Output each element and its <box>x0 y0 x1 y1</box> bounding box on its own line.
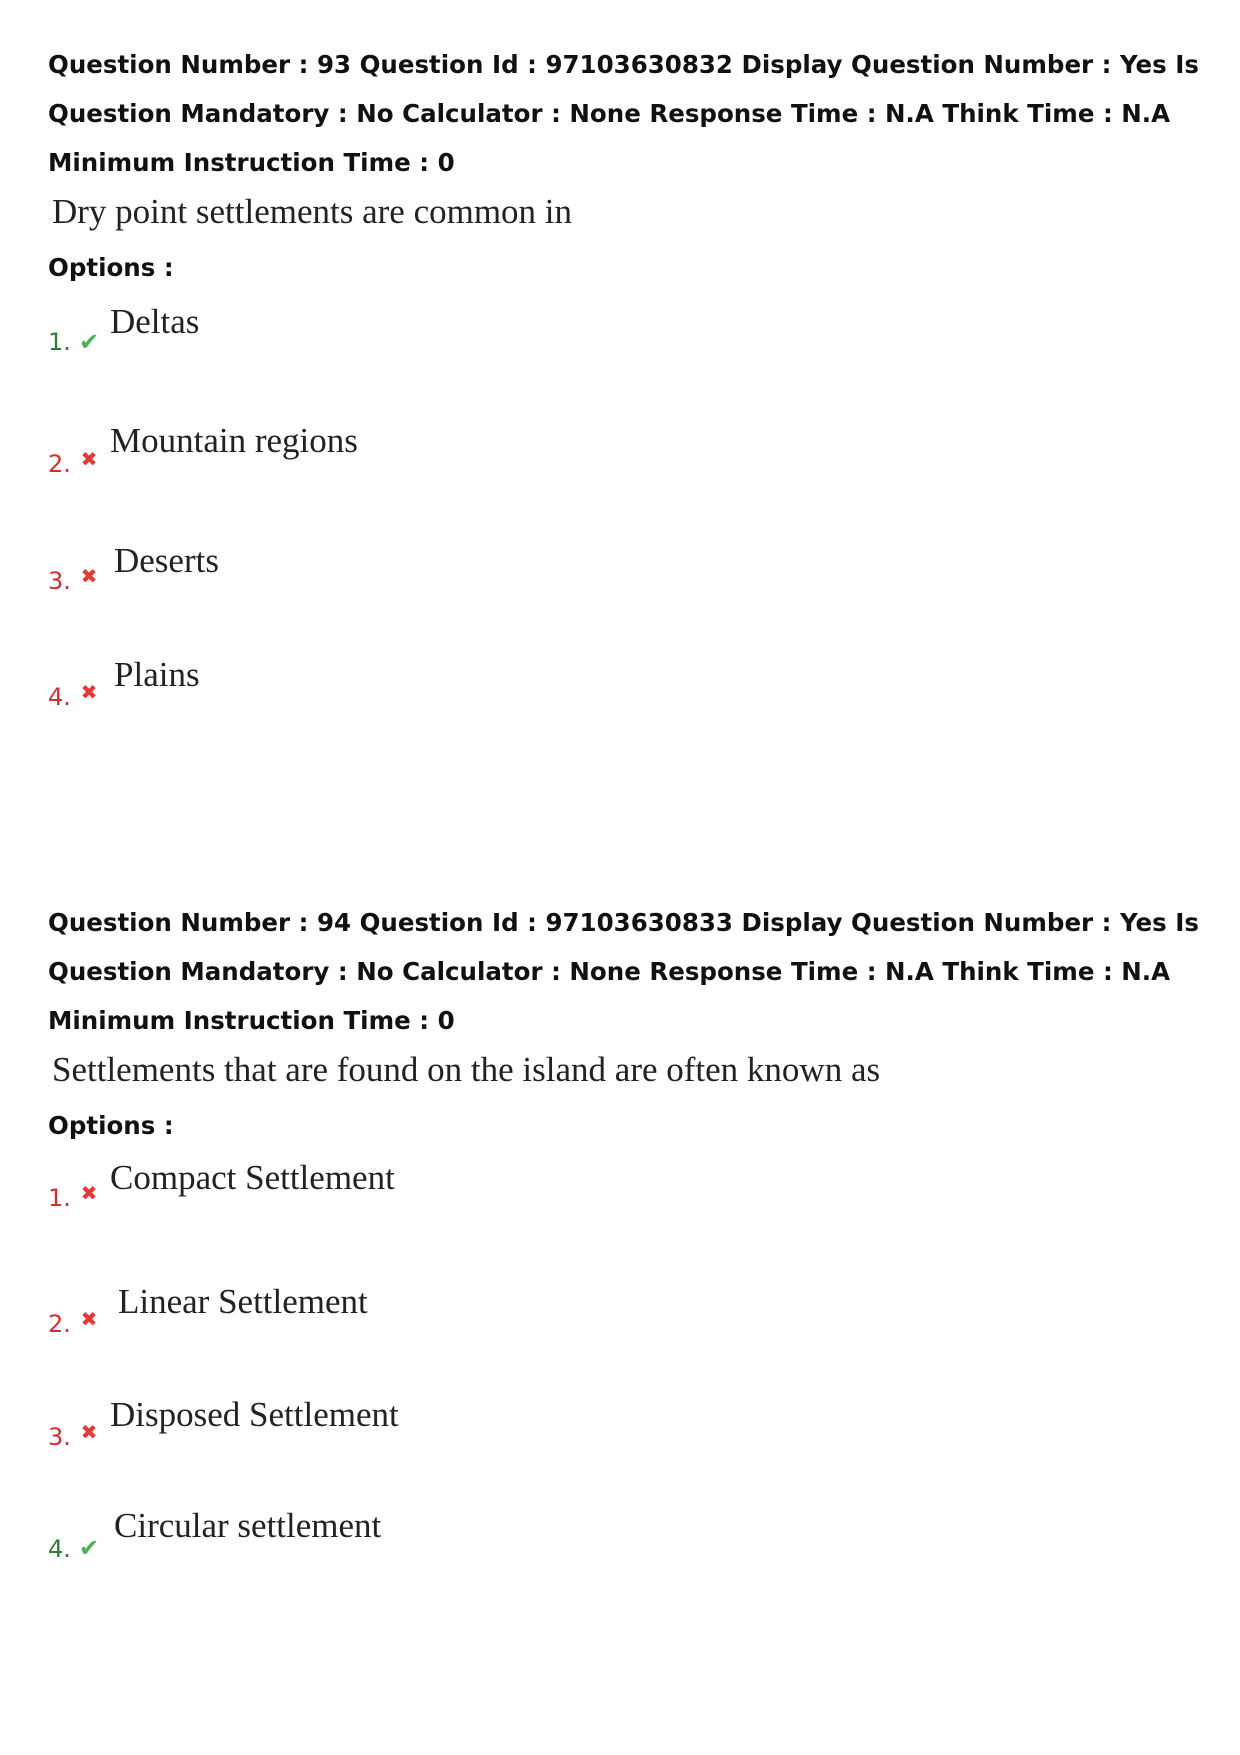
option-item <box>48 1276 1208 1401</box>
check-icon: ✔ <box>78 328 100 356</box>
option-text: Disposed Settlement <box>110 1395 399 1434</box>
option-text: Circular settlement <box>114 1506 382 1545</box>
option-item <box>48 655 1208 791</box>
option-item <box>48 1506 1208 1657</box>
question-block <box>48 898 1208 1657</box>
question-block <box>48 40 1208 791</box>
option-item <box>48 421 1208 542</box>
options-list <box>48 293 1208 791</box>
question-meta: Question Number : 93 Question Id : 97103630832 Display Question Number : Yes Is Question Mandatory : No Calculator : None Response Time : N.A Think Time : N.A Minimum Instruction Time : 0 <box>48 50 1199 177</box>
option-number: 2. <box>48 1310 71 1338</box>
option-number: 4. <box>48 683 71 711</box>
option-text: Mountain regions <box>110 421 358 460</box>
cross-icon: ✖ <box>80 1307 98 1331</box>
option-text: Linear Settlement <box>118 1282 368 1321</box>
option-number: 3. <box>48 1423 71 1451</box>
option-number: 4. <box>48 1535 71 1563</box>
question-meta: Question Number : 94 Question Id : 97103630833 Display Question Number : Yes Is Question Mandatory : No Calculator : None Response Time : N.A Think Time : N.A Minimum Instruction Time : 0 <box>48 908 1199 1035</box>
option-text: Plains <box>114 655 200 694</box>
option-item <box>48 293 1208 424</box>
question-stem: Settlements that are found on the island are often known as <box>52 1050 881 1089</box>
cross-icon: ✖ <box>80 680 98 704</box>
option-text: Compact Settlement <box>110 1158 395 1197</box>
options-label: Options : <box>48 253 174 282</box>
check-icon: ✔ <box>78 1534 100 1562</box>
option-text: Deltas <box>110 302 200 341</box>
option-number: 1. <box>48 1184 71 1212</box>
options-label: Options : <box>48 1111 174 1140</box>
option-number: 1. <box>48 328 71 356</box>
option-item <box>48 1151 1208 1276</box>
cross-icon: ✖ <box>80 1420 98 1444</box>
cross-icon: ✖ <box>80 564 98 588</box>
option-text: Deserts <box>114 541 219 580</box>
options-list <box>48 1151 1208 1657</box>
option-item <box>48 542 1208 660</box>
cross-icon: ✖ <box>80 1181 98 1205</box>
cross-icon: ✖ <box>80 447 98 471</box>
option-number: 2. <box>48 450 71 478</box>
option-number: 3. <box>48 567 71 595</box>
question-stem: Dry point settlements are common in <box>52 192 573 231</box>
